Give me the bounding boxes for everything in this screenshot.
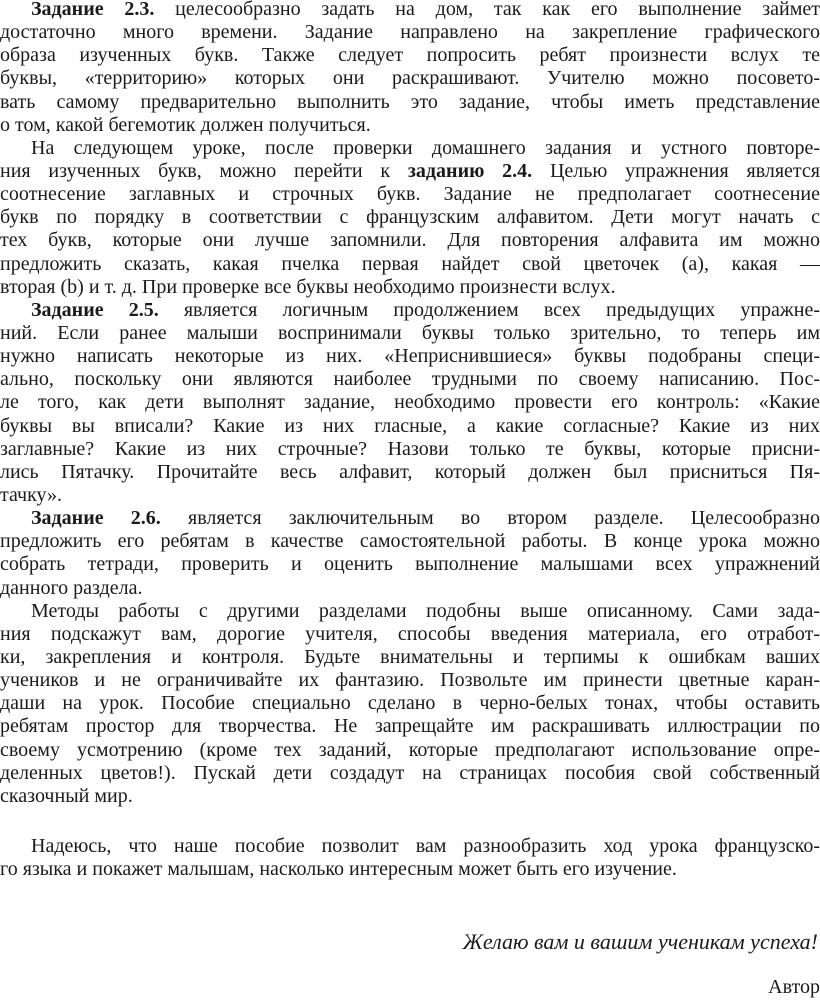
text-line (0, 160, 820, 183)
text-line (0, 692, 820, 715)
text-run: буквы вы вписали? Какие из них гласные, а какие согласные? Какие из них (0, 414, 820, 437)
text-line (0, 391, 820, 414)
text-line (0, 67, 820, 90)
text-line (0, 438, 820, 461)
text-run: достаточно много времени. Задание направлено на закрепление графического (0, 21, 820, 44)
text-run: своему усмотрению (кроме тех заданий, которые предполагают использование опре- (0, 738, 820, 761)
text-line (0, 835, 820, 858)
text-line (0, 507, 820, 530)
paragraph (0, 137, 820, 299)
text-line (0, 623, 820, 646)
task-reference: Задание 2.6. (31, 507, 161, 530)
text-run: ле того, как дети выполнят задание, необходимо провести его контроль: «Какие (0, 391, 820, 414)
text-run: даши на урок. Пособие специально сделано в черно-белых тонах, чтобы оставить (0, 692, 820, 715)
text-line (0, 137, 820, 160)
text-line (0, 44, 820, 67)
task-reference: заданию 2.4. (407, 159, 533, 182)
paragraph (0, 600, 820, 808)
text-run: буквы, «территорию» которых они раскрашивают. Учителю можно посовето- (0, 67, 820, 90)
text-line (0, 669, 820, 692)
text-line (0, 368, 820, 391)
text-line (0, 415, 820, 438)
text-run: ния подскажут вам, дорогие учителя, способы введения материала, его отработ- (0, 622, 820, 645)
text-line (0, 577, 820, 600)
text-run: данного раздела. (0, 576, 143, 599)
text-run: На следующем уроке, после проверки домашнего задания и устного повторе- (31, 136, 820, 159)
text-run: заглавные? Какие из них строчные? Назови только те буквы, которые присни- (0, 437, 820, 460)
text-line (0, 253, 820, 276)
text-line (0, 484, 820, 507)
text-run: ния изученных букв, можно перейти к (0, 159, 408, 182)
text-line (0, 206, 820, 229)
text-run: Методы работы с другими разделами подобны выше описанному. Сами зада- (31, 599, 820, 622)
text-line (0, 276, 820, 299)
text-line (0, 715, 820, 738)
text-run: соотнесение заглавных и строчных букв. Задание не предполагает соотнесение (0, 183, 820, 206)
text-line (0, 299, 820, 322)
text-line (0, 762, 820, 785)
text-run: Целью упражнения является (532, 159, 820, 182)
text-line (0, 739, 820, 762)
text-run: является заключительным во втором разделе. Целесообразно (160, 507, 820, 530)
task-reference: Задание 2.5. (31, 298, 159, 321)
paragraph-gap (0, 808, 820, 835)
text-run: предложить сказать, какая пчелка первая найдет свой цветочек (a), какая — (0, 252, 820, 275)
text-run: ний. Если ранее малыши воспринимали буквы только зрительно, то теперь им (0, 321, 820, 344)
text-run: нужно написать некоторые из них. «Неприснившиеся» буквы подобраны специ- (0, 345, 820, 368)
text-line (0, 530, 820, 553)
text-run: о том, какой бегемотик должен получиться. (0, 113, 371, 136)
text-run: ально, поскольку они являются наиболее трудными по своему написанию. Пос- (0, 368, 820, 391)
text-run: предложить его ребятам в качестве самостоятельной работы. В конце урока можно (0, 530, 820, 553)
paragraph (0, 299, 820, 507)
text-line (0, 785, 820, 808)
text-run: сказочный мир. (0, 784, 133, 807)
text-line (0, 114, 820, 137)
text-line (0, 21, 820, 44)
text-line (0, 646, 820, 669)
text-run: целесообразно задать на дом, так как его выполнение займет (154, 0, 820, 20)
paragraph (0, 507, 820, 600)
text-line (0, 322, 820, 345)
text-run: Надеюсь, что наше пособие позволит вам разнообразить ход урока французско- (31, 834, 820, 857)
text-run: ки, закрепления и контроля. Будьте внимательны и терпимы к ошибкам ваших (0, 645, 820, 668)
author-signature: Автор (768, 976, 820, 998)
text-line (0, 461, 820, 484)
text-line (0, 600, 820, 623)
text-line (0, 345, 820, 368)
text-line (0, 91, 820, 114)
text-run: образа изученных букв. Также следует попросить ребят произнести вслух те (0, 44, 820, 67)
task-reference: Задание 2.3. (31, 0, 155, 20)
text-line (0, 0, 820, 21)
text-run: учеников и не ограничивайте их фантазию. Позвольте им принести цветные каран- (0, 669, 820, 692)
text-run: тачку». (0, 483, 63, 506)
text-run: го языка и покажет малышам, насколько интересным может быть его изучение. (0, 858, 677, 881)
text-line (0, 183, 820, 206)
text-run: является логичным продолжением всех предыдущих упражне- (158, 298, 820, 321)
text-run: деленных цветов!). Пускай дети создадут на страницах пособия свой собственный (0, 761, 820, 784)
text-run: лись Пятачку. Прочитайте весь алфавит, который должен был присниться Пя- (0, 460, 820, 483)
paragraph (0, 0, 820, 137)
text-line (0, 553, 820, 576)
text-run: вать самому предварительно выполнить это задание, чтобы иметь представление (0, 90, 820, 113)
closing-wish: Желаю вам и вашим ученикам успеха! (462, 929, 818, 954)
text-run: собрать тетради, проверить и оценить выполнение малышами всех упражнений (0, 553, 820, 576)
text-run: ребятам простор для творчества. Не запрещайте им раскрашивать иллюстрации по (0, 715, 820, 738)
text-run: букв по порядку в соответствии с французским алфавитом. Дети могут начать с (0, 206, 820, 229)
text-line (0, 229, 820, 252)
paragraph (0, 835, 820, 881)
text-line (0, 858, 820, 881)
text-run: тех букв, которые они лучше запомнили. Для повторения алфавита им можно (0, 229, 820, 252)
text-run: вторая (b) и т. д. При проверке все буквы необходимо произнести вслух. (0, 275, 616, 298)
